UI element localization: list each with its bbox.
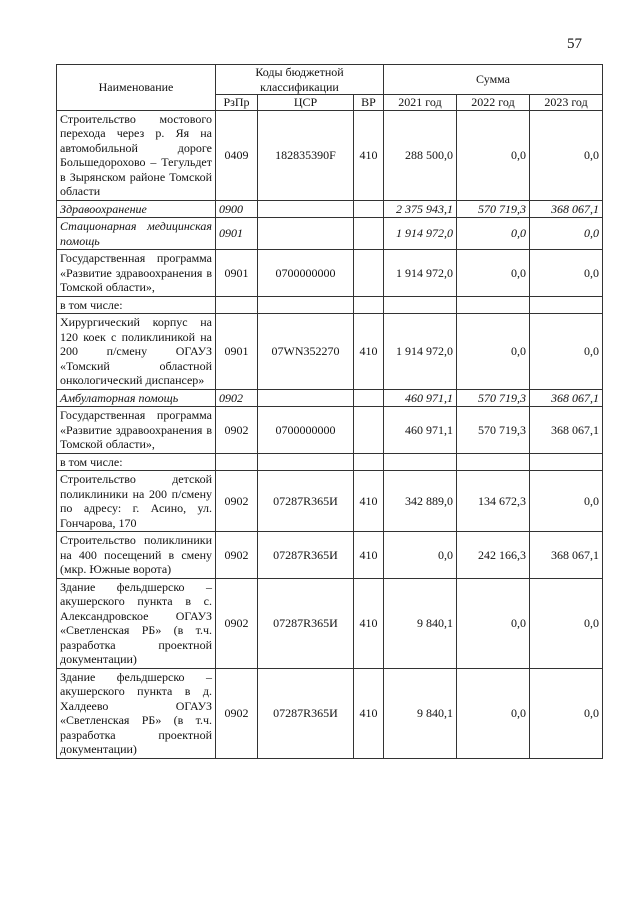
row-csr [258,218,354,250]
row-rzpr: 0902 [216,578,258,668]
row-2022: 570 719,3 [457,389,530,407]
row-2021: 2 375 943,1 [384,200,457,218]
row-2021: 9 840,1 [384,668,457,758]
row-2021: 460 971,1 [384,407,457,454]
row-2022: 242 166,3 [457,532,530,579]
table-row [57,407,603,454]
table-row [57,471,603,532]
row-csr: 182835390F [258,110,354,200]
row-csr: 07287R365И [258,578,354,668]
table-row [57,578,603,668]
row-2022: 134 672,3 [457,471,530,532]
row-2021: 9 840,1 [384,578,457,668]
header-vr: ВР [354,95,384,111]
table-row [57,110,603,200]
row-name: Здравоохранение [57,200,216,218]
row-rzpr: 0900 [216,200,258,218]
row-vr [354,250,384,297]
row-2021: 0,0 [384,532,457,579]
row-vr: 410 [354,471,384,532]
row-vr: 410 [354,668,384,758]
row-name: в том числе: [57,296,216,314]
row-csr: 07287R365И [258,532,354,579]
row-2021: 1 914 972,0 [384,314,457,390]
row-2021: 1 914 972,0 [384,250,457,297]
row-2022: 0,0 [457,250,530,297]
row-vr [354,407,384,454]
row-name: Государственная программа «Развитие здравоохранения в Томской области», [57,250,216,297]
table-row [57,668,603,758]
row-rzpr: 0902 [216,389,258,407]
row-name: Строительство поликлиники на 400 посещений в смену (мкр. Южные ворота) [57,532,216,579]
header-sum: Сумма [384,65,603,95]
row-2022: 0,0 [457,578,530,668]
row-csr: 07287R365И [258,471,354,532]
row-2023: 368 067,1 [530,389,603,407]
row-rzpr: 0901 [216,250,258,297]
table-row [57,532,603,579]
budget-table [56,64,603,759]
header-rzpr: РзПр [216,95,258,111]
row-name: Здание фельдшерско – акушерского пункта в д. Халдеево ОГАУЗ «Светленская РБ» (в т.ч. разработка проектной документации) [57,668,216,758]
row-name: Строительство мостового перехода через р. Яя на автомобильной дороге Большедорохово – Тегульдет в Зырянском районе Томской области [57,110,216,200]
row-name: в том числе: [57,453,216,471]
row-2023: 0,0 [530,250,603,297]
row-csr [258,389,354,407]
row-2023: 0,0 [530,471,603,532]
row-2022: 0,0 [457,314,530,390]
row-vr: 410 [354,578,384,668]
row-2023: 0,0 [530,578,603,668]
header-csr: ЦСР [258,95,354,111]
row-rzpr: 0409 [216,110,258,200]
row-2022: 0,0 [457,218,530,250]
row-2023: 0,0 [530,314,603,390]
table-row [57,200,603,218]
row-2023: 0,0 [530,668,603,758]
row-rzpr: 0902 [216,471,258,532]
row-name: Амбулаторная помощь [57,389,216,407]
header-name: Наименование [57,65,216,111]
row-rzpr: 0901 [216,314,258,390]
row-name: Стационарная медицинская помощь [57,218,216,250]
row-2023: 368 067,1 [530,407,603,454]
header-codes: Коды бюджетной классификации [216,65,384,95]
row-csr [258,200,354,218]
row-2021: 288 500,0 [384,110,457,200]
header-2021: 2021 год [384,95,457,111]
row-rzpr: 0902 [216,407,258,454]
table-row [57,218,603,250]
row-rzpr: 0901 [216,218,258,250]
row-vr: 410 [354,110,384,200]
table-row [57,296,603,314]
table-row [57,314,603,390]
row-2022: 570 719,3 [457,407,530,454]
table-row [57,250,603,297]
row-2023: 368 067,1 [530,532,603,579]
row-2021: 1 914 972,0 [384,218,457,250]
row-2021: 460 971,1 [384,389,457,407]
row-2023: 368 067,1 [530,200,603,218]
row-2023: 0,0 [530,110,603,200]
row-2022: 570 719,3 [457,200,530,218]
header-2022: 2022 год [457,95,530,111]
row-vr [354,218,384,250]
row-name: Государственная программа «Развитие здравоохранения в Томской области», [57,407,216,454]
row-name: Строительство детской поликлиники на 200 п/смену по адресу: г. Асино, ул. Гончарова, 170 [57,471,216,532]
row-vr [354,200,384,218]
row-csr: 0700000000 [258,250,354,297]
row-name: Здание фельдшерско – акушерского пункта в с. Александровское ОГАУЗ «Светленская РБ» (в т.ч. разработка проектной документации) [57,578,216,668]
table-row [57,453,603,471]
row-rzpr: 0902 [216,532,258,579]
row-name: Хирургический корпус на 120 коек с поликлиникой на 200 п/смену ОГАУЗ «Томский областной онкологический диспансер» [57,314,216,390]
row-csr: 07WN352270 [258,314,354,390]
row-vr: 410 [354,532,384,579]
header-2023: 2023 год [530,95,603,111]
row-2023: 0,0 [530,218,603,250]
row-2022: 0,0 [457,110,530,200]
row-rzpr: 0902 [216,668,258,758]
row-csr: 07287R365И [258,668,354,758]
row-2021: 342 889,0 [384,471,457,532]
row-csr: 0700000000 [258,407,354,454]
row-2022: 0,0 [457,668,530,758]
page-number: 57 [567,36,582,52]
row-vr [354,389,384,407]
row-vr: 410 [354,314,384,390]
table-row [57,389,603,407]
